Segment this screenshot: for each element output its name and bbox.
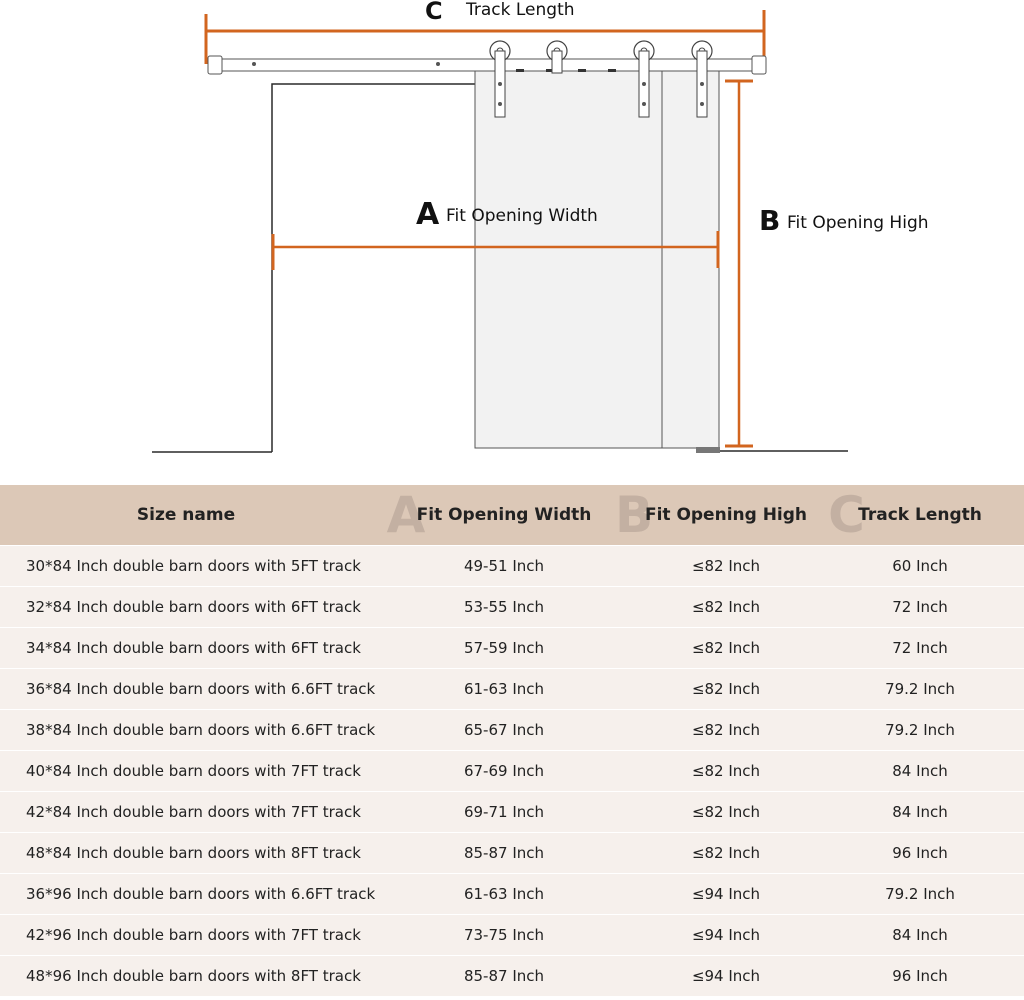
track-length-cell: 60 Inch [816, 545, 1024, 586]
opening-high-cell: ≤82 Inch [636, 709, 816, 750]
table-header-row [0, 485, 1024, 545]
opening-high-cell: ≤82 Inch [636, 832, 816, 873]
track-length-cell: 96 Inch [816, 955, 1024, 996]
header-letter-a: A [386, 485, 426, 544]
table-row [0, 668, 1024, 709]
opening-height-label: Fit Opening High [787, 213, 929, 233]
opening-width-label: Fit Opening Width [446, 206, 598, 226]
track-length-letter: C [425, 0, 443, 25]
size-name-cell: 30*84 Inch double barn doors with 5FT track [0, 545, 372, 586]
header-fit-opening-high: B Fit Opening High [614, 485, 808, 544]
door-left-panel [475, 70, 662, 448]
size-name-cell: 40*84 Inch double barn doors with 7FT track [0, 750, 372, 791]
opening-height-dimension [725, 81, 929, 446]
table-row [0, 750, 1024, 791]
rail-bolt-1 [252, 62, 256, 66]
table-row [0, 545, 1024, 586]
opening-high-cell: ≤82 Inch [636, 791, 816, 832]
track-length-cell: 79.2 Inch [816, 709, 1024, 750]
opening-high-cell: ≤94 Inch [636, 955, 816, 996]
track-length-cell: 79.2 Inch [816, 873, 1024, 914]
barn-door-diagram [0, 0, 1024, 470]
rail-mark-4 [608, 69, 616, 72]
table-row [0, 709, 1024, 750]
rail-mark-3 [578, 69, 586, 72]
opening-width-cell: 49-51 Inch [372, 545, 636, 586]
track-length-cell: 72 Inch [816, 627, 1024, 668]
opening-high-cell: ≤82 Inch [636, 545, 816, 586]
rail-bolt-2 [436, 62, 440, 66]
opening-width-cell: 67-69 Inch [372, 750, 636, 791]
opening-high-cell: ≤94 Inch [636, 914, 816, 955]
opening-width-cell: 61-63 Inch [372, 668, 636, 709]
rail-bar [210, 59, 766, 71]
table-row [0, 873, 1024, 914]
rail-stopper-left [208, 56, 222, 74]
track-length-cell: 79.2 Inch [816, 668, 1024, 709]
table-row [0, 955, 1024, 996]
size-name-cell: 48*84 Inch double barn doors with 8FT track [0, 832, 372, 873]
track-length-label: Track Length [466, 0, 575, 20]
size-name-cell: 36*96 Inch double barn doors with 6.6FT track [0, 873, 372, 914]
size-name-cell: 42*96 Inch double barn doors with 7FT track [0, 914, 372, 955]
opening-frame [272, 84, 475, 452]
track-rail [208, 56, 766, 74]
track-length-cell: 72 Inch [816, 586, 1024, 627]
track-length-cell: 84 Inch [816, 914, 1024, 955]
opening-high-cell: ≤94 Inch [636, 873, 816, 914]
header-letter-c: C [828, 485, 865, 544]
opening-height-letter: B [759, 204, 781, 237]
opening-width-cell: 73-75 Inch [372, 914, 636, 955]
track-length-dimension [206, 0, 764, 64]
opening-width-cell: 69-71 Inch [372, 791, 636, 832]
opening-width-cell: 65-67 Inch [372, 709, 636, 750]
header-size-name: Size name [136, 504, 236, 525]
size-spec-table [0, 485, 1024, 996]
opening-width-letter: A [416, 197, 440, 232]
track-length-cell: 84 Inch [816, 750, 1024, 791]
floor-guide [696, 447, 720, 453]
size-name-cell: 48*96 Inch double barn doors with 8FT track [0, 955, 372, 996]
barn-doors [475, 70, 720, 453]
opening-width-cell: 85-87 Inch [372, 955, 636, 996]
header-track-length: C Track Length [828, 485, 982, 544]
door-right-panel [662, 70, 719, 448]
opening-high-cell: ≤82 Inch [636, 750, 816, 791]
header-letter-b: B [614, 485, 654, 544]
table-row [0, 791, 1024, 832]
opening-width-cell: 85-87 Inch [372, 832, 636, 873]
opening-high-cell: ≤82 Inch [636, 586, 816, 627]
table-row [0, 586, 1024, 627]
size-name-cell: 32*84 Inch double barn doors with 6FT track [0, 586, 372, 627]
opening-width-cell: 53-55 Inch [372, 586, 636, 627]
table-row [0, 627, 1024, 668]
table-row [0, 832, 1024, 873]
rail-mark-1 [516, 69, 524, 72]
rail-stopper-right [752, 56, 766, 74]
opening-high-cell: ≤82 Inch [636, 627, 816, 668]
opening-width-cell: 61-63 Inch [372, 873, 636, 914]
size-name-cell: 42*84 Inch double barn doors with 7FT track [0, 791, 372, 832]
header-fit-opening-width: A Fit Opening Width [386, 485, 592, 544]
opening-width-cell: 57-59 Inch [372, 627, 636, 668]
track-length-cell: 84 Inch [816, 791, 1024, 832]
size-name-cell: 38*84 Inch double barn doors with 6.6FT track [0, 709, 372, 750]
track-length-cell: 96 Inch [816, 832, 1024, 873]
table-row [0, 914, 1024, 955]
size-name-cell: 34*84 Inch double barn doors with 6FT track [0, 627, 372, 668]
opening-high-cell: ≤82 Inch [636, 668, 816, 709]
size-name-cell: 36*84 Inch double barn doors with 6.6FT track [0, 668, 372, 709]
